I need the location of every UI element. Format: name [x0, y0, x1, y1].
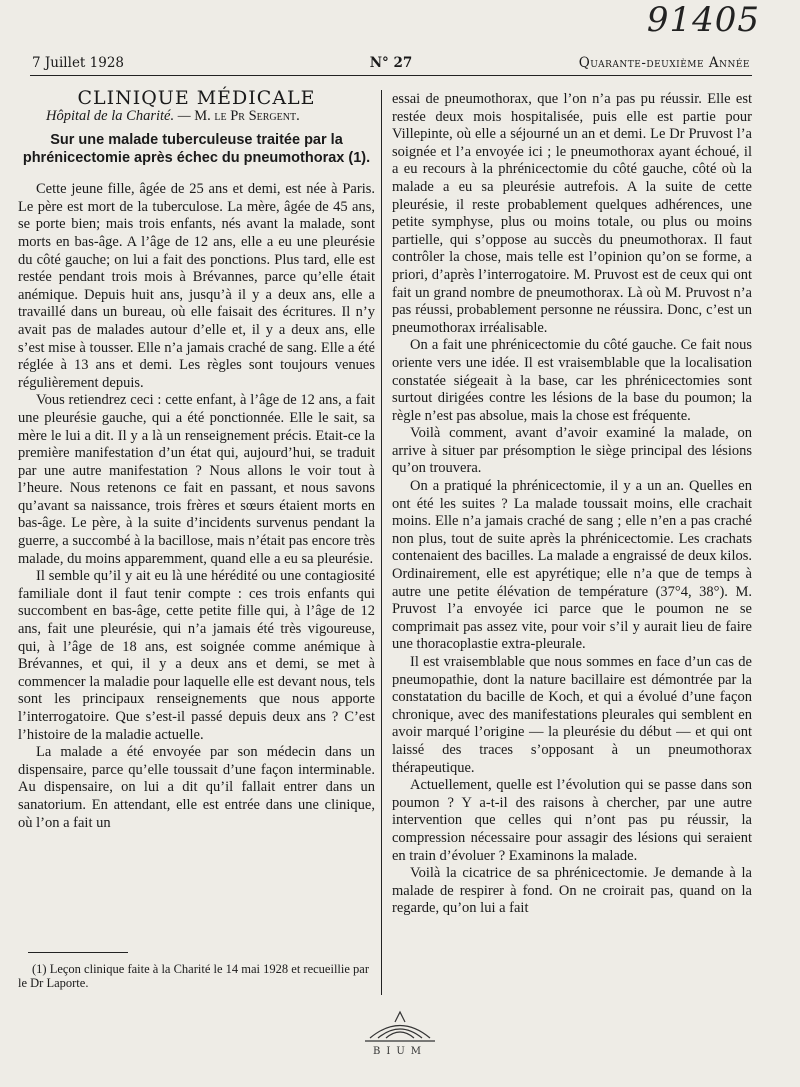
article-heading: Sur une malade tuberculeuse traitée par la phrénicectomie après échec du pneumothorax (1). — [22, 132, 371, 167]
paragraph: Cette jeune fille, âgée de 25 ans et demi, est née à Paris. Le père est mort de la tuberculose. La mère, âgée de 45 ans, se porte bien; mais trois enfants, nés avant la malade, sont morts en bas-âge. A l’âge de 12 ans, elle a eu une pleurésie du côté gauche; on lui a fait des ponctions. Plus tard, elle est restée pendant trois mois à Brévannes, parce qu’elle était anémique. Depuis huit ans, jusqu’à il y a deux ans, elle a travaillé dans un bureau, où elle faisait des écritures. Il n’y avait pas de malades autour d’elle et, il y a deux ans, elle s’est mise à tousser. Elle n’a jamais craché de sang. Elle a été réglée à 13 ans et demi. Les règles sont toujours venues régulièrement depuis. — [18, 181, 375, 391]
left-column — [18, 87, 375, 832]
footnote: (1) Leçon clinique faite à la Charité le 14 mai 1928 et recueillie par le Dr Laporte. — [18, 962, 370, 990]
section-title: CLINIQUE MÉDICALE — [77, 87, 316, 109]
header-number: N° 27 — [369, 55, 413, 71]
paragraph: Il semble qu’il y ait eu là une hérédité ou une contagiosité familiale dont il faut tenir compte : ces trois enfants qui succombent en bas-âge, cette petite fille qui, à l’âge de 12 ans, fait une pleurésie, qui n’a jamais été très vigoureuse, qui, à l’âge de 18 ans, est soignée comme anémique à Brévannes, et qui, il y a deux ans et demi, se met à commencer la maladie pour laquelle elle est devant nous, tels sont les principaux renseignements que nous apporte l’interrogatoire. Que s’est-il passé depuis deux ans ? C’est l’histoire de la maladie actuelle. — [18, 568, 375, 743]
header-rule — [30, 75, 752, 76]
paragraph: Actuellement, quelle est l’évolution qui se passe dans son poumon ? Y a-t-il des raisons à chercher, par une autre intervention que celles qui n’ont pas pu réussir, la compression nécessaire pour assagir des lésions qui seraient en train d’évoluer ? Examinons la malade. — [392, 777, 752, 864]
header-date: 7 Juillet 1928 — [32, 55, 125, 71]
handwritten-annotation: 91405 — [646, 0, 760, 40]
article-byline — [18, 108, 375, 126]
paragraph: Voilà comment, avant d’avoir examiné la malade, on arrive à situer par présomption le siège principal des lésions qu’on trouvera. — [392, 425, 752, 477]
paragraph: La malade a été envoyée par son médecin dans un dispensaire, parce qu’elle toussait d’une façon interminable. Au dispensaire, on lui a dit qu’il fallait entrer dans un sanatorium. En attendant, elle est entrée dans une clinique, où l’on a fait un — [18, 744, 375, 831]
paragraph: Il est vraisemblable que nous sommes en face d’un cas de pneumopathie, dont la nature bacillaire est démontrée par la constatation du bacille de Koch, et qui a évolué d’une façon chronique, avec des manifestations pleurales qui semblent en avoir marqué l’origine — la pleurésie du début — et qui ont laissé des traces s’opposant à un pneumothorax thérapeutique. — [392, 654, 752, 776]
paragraph: essai de pneumothorax, que l’on n’a pas pu réussir. Elle est restée deux mois hospitalisée, puis elle est partie pour Villepinte, où elle a séjourné un an et demi. Le Dr Pruvost l’a soignée et l’a envoyée ici ; le pneumothorax ayant échoué, il a eu recours à la phrénicectomie du côté gauche, côté où la malade a eu sa pleurésie autrefois. A la suite de cette pleurésie, il reste probablement quelques adhérences, une petite symphyse, plus ou moins totale, ou plus ou moins partielle, qui s’oppose au succès du pneumothorax. Il faut contrôler la chose, mais telle est l’opinion qu’on se forme, a priori, d’après l’interrogatoire. M. Pruvost est de ceux qui ont fait un grand nombre de pneumothorax. Là où M. Pruvost n’a pas réussi, probablement personne ne réussira. Donc, c’est un pneumothorax irréalisable. — [392, 91, 752, 336]
paragraph: On a pratiqué la phrénicectomie, il y a un an. Quelles en ont été les suites ? La malade toussait moins, elle crachait moins. Elle n’a jamais craché de sang ; elle n’en a pas craché non plus, tout de suite après la phrénicectomie. Les crachats contenaient des bacilles. La malade a engraissé de deux kilos. Ordinairement, elle est apyrétique; elle n’a que de temps à autre une petite élévation de température (37°4, 38°). M. Pruvost l’a envoyée ici parce que le poumon ne se comprimait pas assez vite, pour voir s’il y aurait lieu de faire une thoracoplastie extra-pleurale. — [392, 478, 752, 653]
paragraph: Voilà la cicatrice de sa phrénicectomie. Je demande à la malade de respirer à fond. On ne croirait pas, quand on la regarde, qu’on lui a fait — [392, 865, 752, 917]
footnote-rule — [28, 952, 128, 953]
running-header — [32, 55, 750, 73]
paragraph: On a fait une phrénicectomie du côté gauche. Ce fait nous oriente vers une idée. Il est vraisemblable que la localisation constatée siégeait à la base, car les phrénicectomies sont surtout dirigées contre les lésions de la base du poumon; la règle n’est pas absolue, mais la chose est fréquente. — [392, 337, 752, 424]
column-divider — [381, 90, 382, 995]
header-year: Quarante-deuxième Année — [578, 55, 750, 71]
bium-logo-icon — [340, 1008, 460, 1058]
logo-text: BIUM — [373, 1046, 427, 1057]
right-column — [392, 91, 752, 918]
byline-author: M. le Pr Sergent. — [194, 107, 300, 124]
paragraph: Vous retiendrez ceci : cette enfant, à l’âge de 12 ans, a fait une pleurésie gauche, qui a été ponctionnée. Elle le sait, sa mère le lui a dit. Il y a là un renseignement précis. Etait-ce la première manifestation d’un état qui, aujourd’hui, se traduit par une autre manifestation ? Nous allons le voir tout à l’heure. Nous retenons ce fait en passant, et nous savons qu’avant sa naissance, trois frères et sœurs étaient morts en bas-âge. Le père, à la suite d’incidents survenus pendant la guerre, a succombé à la bacillose, mais n’était pas encore très malade, du moins apparemment, quand elle a eu sa pleurésie. — [18, 392, 375, 567]
byline-hospital: Hôpital de la Charité. — — [46, 107, 191, 124]
